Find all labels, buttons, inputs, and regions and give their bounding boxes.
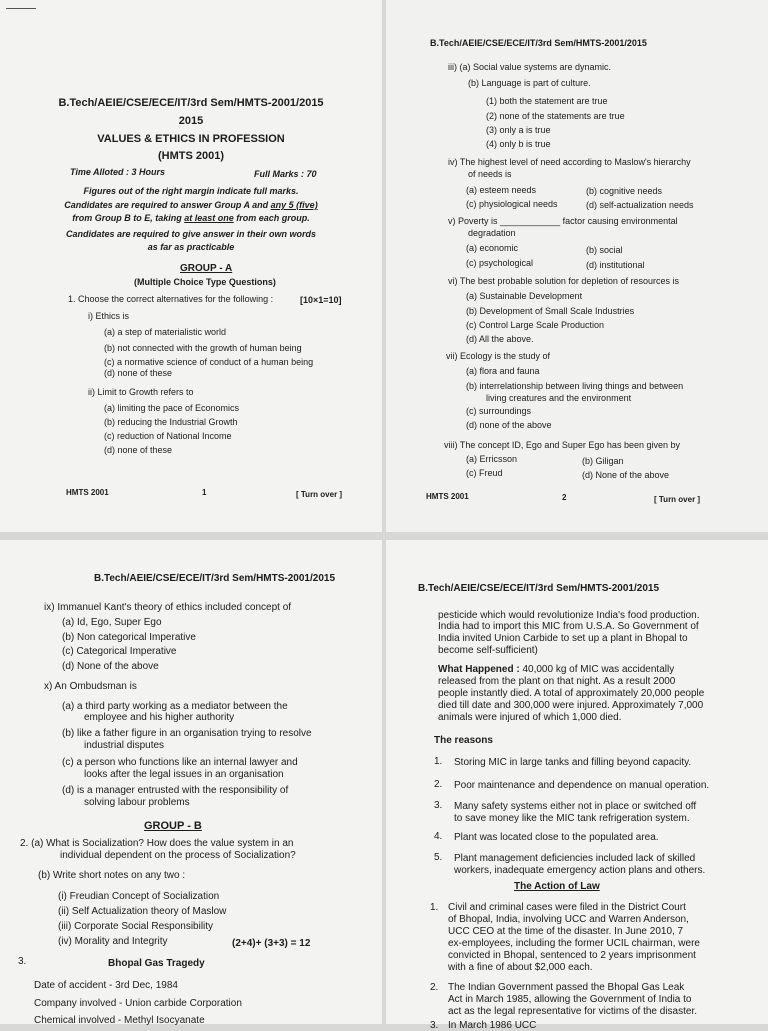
option: (b) not connected with the growth of human being bbox=[104, 343, 302, 353]
reason-number: 5. bbox=[434, 852, 443, 863]
full-marks: Full Marks : 70 bbox=[254, 169, 317, 179]
turn-over: [ Turn over ] bbox=[296, 490, 343, 499]
option: (c) Control Large Scale Production bbox=[466, 320, 605, 330]
option: (b) interrelationship between living things and between bbox=[466, 381, 684, 391]
law-text: with a fine of about $2,000 each. bbox=[448, 962, 593, 973]
question-i: i) Ethics is bbox=[88, 311, 130, 321]
question-x: x) An Ombudsman is bbox=[44, 681, 137, 692]
option: (2) none of the statements are true bbox=[486, 111, 625, 121]
intro-line: pesticide which would revolutionize India's food production. bbox=[438, 610, 700, 621]
instruction-line: from Group B to E, taking at least one from each group. bbox=[72, 213, 310, 223]
reason-text: Storing MIC in large tanks and filling beyond capacity. bbox=[454, 757, 692, 768]
option: (c) psychological bbox=[466, 258, 534, 268]
option: (a) economic bbox=[466, 243, 519, 253]
group-subheading: (Multiple Choice Type Questions) bbox=[134, 277, 276, 287]
option: (a) limiting the pace of Economics bbox=[104, 403, 240, 413]
note-item: (ii) Self Actualization theory of Maslow bbox=[58, 906, 227, 917]
page-3 bbox=[0, 540, 382, 1024]
page-header: B.Tech/AEIE/CSE/ECE/IT/3rd Sem/HMTS-2001/2015 bbox=[94, 573, 336, 584]
group-heading: GROUP - A bbox=[180, 263, 233, 274]
question-v-cont: degradation bbox=[468, 228, 516, 238]
option: (a) flora and fauna bbox=[466, 366, 540, 376]
question-ii: ii) Limit to Growth refers to bbox=[88, 387, 194, 397]
option: (c) a person who functions like an internal lawyer and bbox=[62, 757, 298, 768]
note-item: (i) Freudian Concept of Socialization bbox=[58, 891, 220, 902]
footer-code: HMTS 2001 bbox=[66, 488, 109, 497]
law-heading: The Action of Law bbox=[514, 881, 600, 892]
fact-line: Date of accident - 3rd Dec, 1984 bbox=[34, 980, 178, 991]
reason-number: 1. bbox=[434, 756, 443, 767]
option: (d) self-actualization needs bbox=[586, 200, 694, 210]
instruction-line: Candidates are required to give answer in their own words bbox=[65, 229, 317, 239]
question-marks: (2+4)+ (3+3) = 12 bbox=[232, 938, 311, 949]
scan-mark bbox=[6, 8, 36, 9]
what-happened-line: died till date and 300,000 were injured. Approximately 7,000 bbox=[438, 700, 704, 711]
option: (b) Non categorical Imperative bbox=[62, 632, 196, 643]
question-viii: viii) The concept ID, Ego and Super Ego has been given by bbox=[444, 440, 680, 450]
option: (d) None of the above bbox=[62, 661, 159, 672]
what-happened-label: What Happened : bbox=[438, 664, 520, 675]
option: (c) reduction of National Income bbox=[104, 431, 232, 441]
turn-over: [ Turn over ] bbox=[654, 495, 701, 504]
law-text: act as the legal representative for victims of the disaster. bbox=[448, 1006, 698, 1017]
question-1: 1. Choose the correct alternatives for the following : bbox=[68, 294, 274, 304]
question-2a: 2. (a) What is Socialization? How does the value system in an bbox=[20, 838, 294, 849]
instruction-line: as far as practicable bbox=[147, 242, 235, 252]
option: (1) both the statement are true bbox=[486, 96, 608, 106]
option: (b) Giligan bbox=[582, 456, 624, 466]
option: (d) none of the above bbox=[466, 420, 552, 430]
page-header: B.Tech/AEIE/CSE/ECE/IT/3rd Sem/HMTS-2001/2015 bbox=[58, 97, 324, 109]
intro-line: India had to import this MIC from U.S.A. So Government of bbox=[438, 621, 699, 632]
option: (c) surroundings bbox=[466, 406, 532, 416]
option: (d) All the above. bbox=[466, 334, 534, 344]
law-number: 1. bbox=[430, 902, 439, 913]
option: (a) Sustainable Development bbox=[466, 291, 583, 301]
option: (b) cognitive needs bbox=[586, 186, 663, 196]
option: (b) reducing the Industrial Growth bbox=[104, 417, 238, 427]
option: (b) Development of Small Scale Industries bbox=[466, 306, 635, 316]
law-text: UCC CEO at the time of the disaster. In June 2010, 7 bbox=[448, 926, 684, 937]
law-text: The Indian Government passed the Bhopal Gas Leak bbox=[448, 982, 685, 993]
option: (b) like a father figure in an organisation trying to resolve bbox=[62, 728, 312, 739]
footer-code: HMTS 2001 bbox=[426, 492, 469, 501]
question-vii: vii) Ecology is the study of bbox=[446, 351, 551, 361]
intro-line: become self-sufficient) bbox=[438, 645, 538, 656]
question-2b: (b) Write short notes on any two : bbox=[38, 870, 186, 881]
option: (d) institutional bbox=[586, 260, 645, 270]
reason-text: Poor maintenance and dependence on manual operation. bbox=[454, 780, 710, 791]
law-text: Civil and criminal cases were filed in the District Court bbox=[448, 902, 686, 913]
paper-title: VALUES & ETHICS IN PROFESSION bbox=[97, 133, 285, 145]
reasons-heading: The reasons bbox=[434, 735, 493, 746]
option: (c) Freud bbox=[466, 468, 503, 478]
option-cont: looks after the legal issues in an organisation bbox=[84, 769, 284, 780]
page-number: 2 bbox=[562, 493, 567, 502]
page-1 bbox=[0, 0, 382, 532]
option: (3) only a is true bbox=[486, 125, 551, 135]
law-text: Act in March 1985, allowing the Government of India to bbox=[448, 994, 692, 1005]
reason-text: Many safety systems either not in place or switched off bbox=[454, 801, 697, 812]
question-iv: iv) The highest level of need according to Maslow's hierarchy bbox=[448, 157, 691, 167]
law-text: In March 1986 UCC bbox=[448, 1020, 537, 1031]
question-marks: [10×1=10] bbox=[300, 295, 342, 305]
case-title: Bhopal Gas Tragedy bbox=[108, 958, 205, 969]
page-header: B.Tech/AEIE/CSE/ECE/IT/3rd Sem/HMTS-2001/2015 bbox=[418, 583, 660, 594]
law-number: 3. bbox=[430, 1020, 439, 1031]
what-happened-text: 40,000 kg of MIC was accidentally bbox=[519, 664, 675, 675]
fact-line: Company involved - Union carbide Corporation bbox=[34, 998, 242, 1009]
what-happened-line: people instantly died. A total of approximately 20,000 people bbox=[438, 688, 705, 699]
option: (d) none of these bbox=[104, 445, 173, 455]
option-cont: employee and his higher authority bbox=[84, 712, 235, 723]
reason-text-cont: to save money like the MIC tank refrigeration system. bbox=[454, 813, 690, 824]
option: (b) social bbox=[586, 245, 623, 255]
time-allotted: Time Alloted : 3 Hours bbox=[70, 167, 166, 177]
question-v: v) Poverty is ____________ factor causing environmental bbox=[448, 216, 678, 226]
page-header: B.Tech/AEIE/CSE/ECE/IT/3rd Sem/HMTS-2001/2015 bbox=[430, 38, 647, 48]
reason-number: 4. bbox=[434, 831, 443, 842]
question-iv-cont: of needs is bbox=[468, 169, 512, 179]
option: (a) Id, Ego, Super Ego bbox=[62, 617, 162, 628]
option: (c) a normative science of conduct of a human being bbox=[104, 357, 314, 367]
fact-line: Chemical involved - Methyl Isocyanate bbox=[34, 1015, 205, 1026]
group-heading: GROUP - B bbox=[144, 820, 202, 832]
option: (a) a third party working as a mediator between the bbox=[62, 701, 288, 712]
page-2 bbox=[386, 0, 768, 532]
note-item: (iii) Corporate Social Responsibility bbox=[58, 921, 214, 932]
what-happened-line bbox=[438, 664, 674, 675]
reason-number: 3. bbox=[434, 800, 443, 811]
law-number: 2. bbox=[430, 982, 439, 993]
reason-text: Plant was located close to the populated area. bbox=[454, 832, 659, 843]
law-text: convicted in Bhopal, sentenced to 2 years imprisonment bbox=[448, 950, 696, 961]
what-happened-line: released from the plant on that night. As a result 2000 bbox=[438, 676, 676, 687]
option: (c) physiological needs bbox=[466, 199, 558, 209]
paper-code: (HMTS 2001) bbox=[157, 150, 225, 162]
statement: (b) Language is part of culture. bbox=[468, 78, 591, 88]
page-4 bbox=[386, 540, 768, 1031]
instruction-line: Candidates are required to answer Group A and any 5 (five) bbox=[64, 200, 318, 210]
exam-year: 2015 bbox=[178, 115, 204, 127]
instruction-line: Figures out of the right margin indicate full marks. bbox=[83, 186, 299, 196]
option-cont: industrial disputes bbox=[84, 740, 165, 751]
what-happened-line: animals were injured of which 1,000 died. bbox=[438, 712, 622, 723]
option: (a) a step of materialistic world bbox=[104, 327, 227, 337]
question-2a-cont: individual dependent on the process of Socialization? bbox=[60, 850, 296, 861]
option: (4) only b is true bbox=[486, 139, 551, 149]
law-text: ex-employees, including the former UCIL chairman, were bbox=[448, 938, 700, 949]
reason-number: 2. bbox=[434, 779, 443, 790]
reason-text-cont: workers, inadequate emergency action plans and others. bbox=[454, 865, 706, 876]
option: (d) is a manager entrusted with the responsibility of bbox=[62, 785, 289, 796]
option: (a) esteem needs bbox=[466, 185, 537, 195]
option-cont: solving labour problems bbox=[84, 797, 190, 808]
intro-line: India invited Union Carbide to set up a plant in Bhopal to bbox=[438, 633, 688, 644]
reason-text: Plant management deficiencies included lack of skilled bbox=[454, 853, 696, 864]
note-item: (iv) Morality and Integrity bbox=[58, 936, 168, 947]
question-3-number: 3. bbox=[18, 956, 27, 967]
option: (a) Erricsson bbox=[466, 454, 518, 464]
question-iii: iii) (a) Social value systems are dynamic. bbox=[448, 62, 612, 72]
page-number: 1 bbox=[202, 488, 207, 497]
option-cont: living creatures and the environment bbox=[486, 393, 632, 403]
option: (d) none of these bbox=[104, 368, 173, 378]
question-ix: ix) Immanuel Kant's theory of ethics included concept of bbox=[44, 602, 292, 613]
option: (d) None of the above bbox=[582, 470, 670, 480]
option: (c) Categorical Imperative bbox=[62, 646, 177, 657]
question-vi: vi) The best probable solution for depletion of resources is bbox=[448, 276, 679, 286]
law-text: of Bhopal, India, involving UCC and Warren Anderson, bbox=[448, 914, 689, 925]
